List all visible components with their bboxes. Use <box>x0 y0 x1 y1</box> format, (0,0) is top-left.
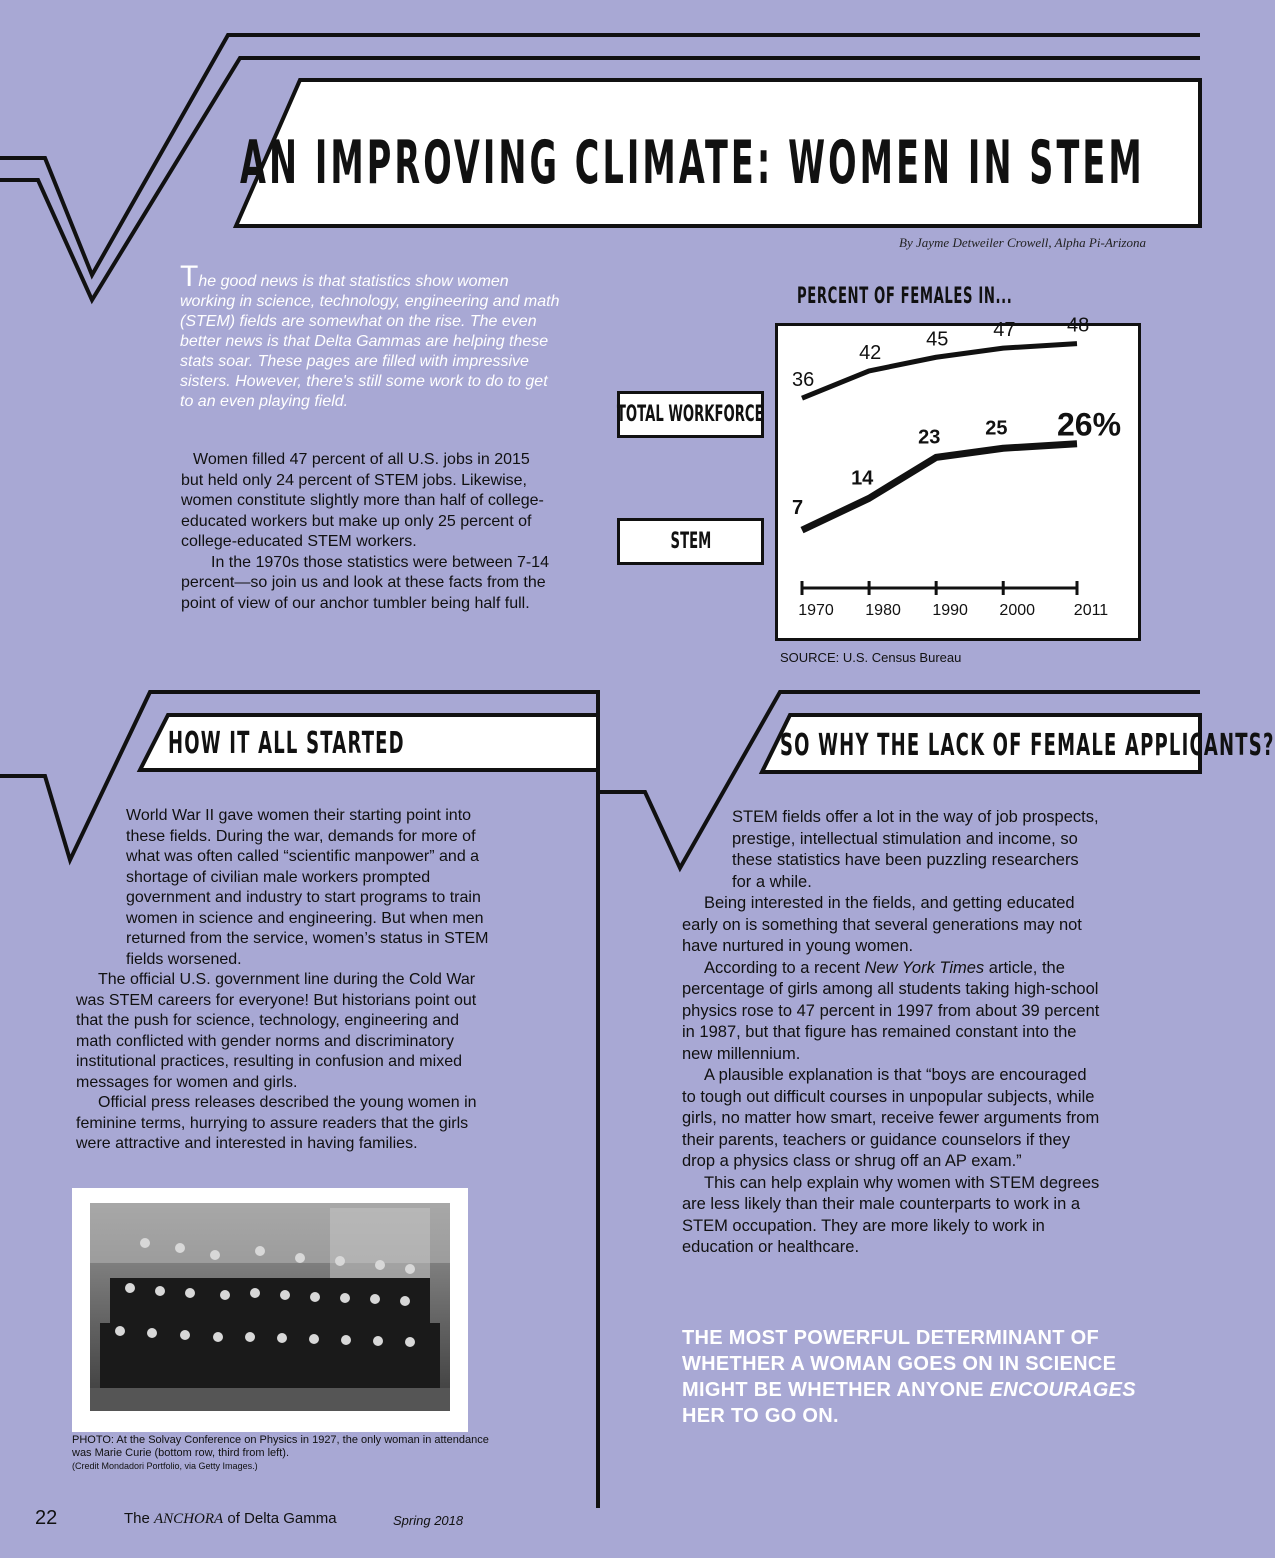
workforce-data-label: 45 <box>926 328 949 351</box>
lead-paragraph: In the 1970s those statistics were between 7-14 percent—so join us and look at these facts from the point of view of our anchor tumbler being half full. <box>181 553 549 612</box>
text-run: According to a recent <box>704 958 865 977</box>
right-paragraph: Being interested in the fields, and getting educated early on is something that several generations may not have nurtured in young women. <box>682 894 1082 955</box>
text-run: The <box>124 1510 155 1527</box>
publication-name <box>124 1510 337 1528</box>
workforce-data-label: 47 <box>993 319 1016 342</box>
left-paragraph: The official U.S. government line during the Cold War was STEM careers for everyone! But historians point out that the push for science, technology, engineering and math conflicted with gender norms and discriminatory institutional practices, resulting in confusion and mixed messages for women and girls. <box>76 971 477 1091</box>
byline: By Jayme Detweiler Crowell, Alpha Pi-Arizona <box>899 235 1146 250</box>
legend-stem <box>617 518 764 565</box>
page-number: 22 <box>35 1507 58 1529</box>
line-chart <box>778 314 1138 638</box>
caption-credit: (Credit Mondadori Portfolio, via Getty Images.) <box>72 1461 258 1471</box>
lead-text <box>181 450 551 614</box>
left-paragraph: Official press releases described the young women in feminine terms, hurrying to assure readers that the girls were attractive and interested in having families. <box>76 1094 477 1152</box>
section-heading-left: HOW IT ALL STARTED <box>168 726 405 761</box>
text-run: THE MOST POWERFUL DETERMINANT OF WHETHER A WOMAN GOES ON IN SCIENCE MIGHT BE WHETHER ANYONE <box>682 1327 1117 1401</box>
right-paragraph: A plausible explanation is that “boys are encouraged to tough out difficult courses in unpopular subjects, while girls, no matter how smart, receive fewer arguments from their parents, teachers or guidance counselors if they drop a physics class or shrug off an AP exam.” <box>682 1066 1100 1170</box>
issue-date: Spring 2018 <box>393 1513 464 1528</box>
x-tick-label: 1980 <box>865 602 901 619</box>
text-run: of Delta Gamma <box>223 1510 337 1527</box>
right-paragraph <box>682 958 1102 1066</box>
workforce-data-label: 48 <box>1067 314 1090 337</box>
intro-paragraph <box>180 260 560 412</box>
drop-cap: T <box>180 260 199 293</box>
intro-text: he good news is that statistics show women working in science, technology, engineering and math (STEM) fields are somewhat on the rise. The even better news is that Delta Gammas are helping these stats soar. These pages are filled with impressive sisters. However, there's still some work to do to get to an even playing field. <box>180 273 560 410</box>
x-tick-label: 2000 <box>999 602 1036 619</box>
page-title: AN IMPROVING CLIMATE: WOMEN IN STEM <box>240 128 1145 198</box>
stem-line <box>802 444 1077 530</box>
pull-quote <box>682 1325 1152 1429</box>
workforce-data-label: 42 <box>859 341 882 364</box>
historic-group-photo <box>90 1203 450 1411</box>
right-paragraph: This can help explain why women with STEM degrees are less likely than their male counterparts to work in a STEM occupation. They are more likely to work in education or healthcare. <box>682 1173 1100 1256</box>
stem-data-label: 7 <box>792 497 804 520</box>
chart-source: SOURCE: U.S. Census Bureau <box>780 650 962 665</box>
x-tick-label: 2011 <box>1073 602 1109 619</box>
left-paragraph: World War II gave women their starting point into these fields. During the war, demands for more of what was often called “scientific manpower” and a shortage of civilian male workers prompted government and industry to start programs to train women in science and engineering. But when men returned from the service, women’s status in STEM fields worsened. <box>126 807 489 968</box>
x-tick-label: 1990 <box>932 602 968 619</box>
chart-title: PERCENT OF FEMALES IN... <box>797 284 1013 309</box>
publication-name: New York Times <box>864 958 985 977</box>
left-section-text <box>76 806 496 1155</box>
x-tick-label: 1970 <box>798 602 834 619</box>
stem-data-label: 23 <box>918 426 941 449</box>
right-section-text <box>682 807 1102 1259</box>
section-heading-right: SO WHY THE LACK OF FEMALE APPLICANTS? <box>780 728 1275 763</box>
emphasis: ENCOURAGES <box>989 1379 1136 1401</box>
stem-data-label: 14 <box>851 467 874 490</box>
text-run: HER TO GO ON. <box>682 1405 839 1427</box>
total-workforce-line <box>802 341 1077 399</box>
publication-title: ANCHORA <box>154 1511 224 1527</box>
stem-data-label: 25 <box>985 417 1008 440</box>
text-run: article, the percentage of girls among all students taking high-school physics rose to 47 percent in 1997 from about 39 percent in 1987, but that figure has remained constant into the new millennium. <box>682 958 1100 1063</box>
legend-label: TOTAL WORKFORCE <box>617 402 764 427</box>
chart-box <box>775 314 1141 641</box>
legend-label: STEM <box>670 529 711 554</box>
right-paragraph: STEM fields offer a lot in the way of job prospects, prestige, intellectual stimulation and income, so these statistics have been puzzling researchers for a while. <box>732 808 1099 891</box>
legend-total-workforce <box>617 391 764 438</box>
photo-caption <box>72 1434 492 1473</box>
lead-paragraph: Women filled 47 percent of all U.S. jobs in 2015 but held only 24 percent of STEM jobs. Likewise, women constitute slightly more than half of college-educated workers but make up only 25 percent of college-educated STEM workers. <box>181 451 544 550</box>
stem-data-label: 26% <box>1057 406 1122 443</box>
workforce-data-label: 36 <box>792 369 815 392</box>
caption-text: PHOTO: At the Solvay Conference on Physics in 1927, the only woman in attendance was Marie Curie (bottom row, third from left). <box>72 1434 489 1459</box>
